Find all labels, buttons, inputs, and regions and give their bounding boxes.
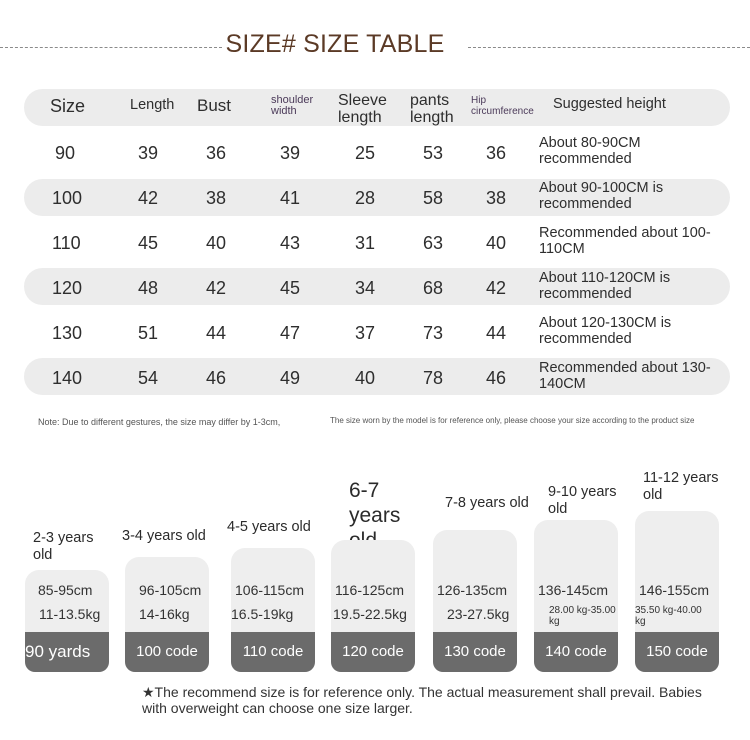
table-cell: 25 [355,143,376,163]
card-weight: 35.50 kg-40.00 kg [635,605,702,627]
card-weight: 16.5-19kg [231,606,294,622]
table-cell: 40 [486,233,507,253]
card-size-code: 120 code [331,632,415,672]
table-cell: 40 [206,233,227,253]
note-right: The size worn by the model is for reference only, please choose your size according to the product size [330,416,695,425]
suggested-height-cell: Recommended about 100-110CM [539,225,711,257]
table-cell: 38 [486,188,507,208]
footer-note: ★The recommend size is for reference only. The actual measurement shall prevail. Babies with overweight can choose one size larger. [142,684,702,716]
card-height: 146-155cm [639,582,710,598]
table-cell: 45 [138,233,159,253]
card-height: 136-145cm [538,582,609,598]
header-size: Size [50,96,86,116]
note-left: Note: Due to different gestures, the size may differ by 1-3cm, [38,417,281,427]
table-cell: 46 [206,368,227,388]
table-cell: 45 [280,278,301,298]
card-size-code: 150 code [635,632,719,672]
table-cell: 42 [138,188,159,208]
table-cell: 41 [280,188,301,208]
card-body [534,520,618,632]
header-hip-circumference: Hip circumference [471,95,534,117]
table-cell: 90 [55,143,76,163]
table-cell: 44 [486,323,507,343]
card-body [231,548,315,632]
card-body [125,557,209,632]
table-cell: 130 [52,323,83,343]
table-cell: 36 [486,143,507,163]
card-weight: 28.00 kg-35.00 kg [549,605,616,627]
title-divider-right [468,47,750,48]
header-shoulder-width: shoulder width [271,94,314,117]
card-weight: 19.5-22.5kg [333,606,407,622]
card-height: 116-125cm [335,582,405,598]
table-cell: 78 [423,368,444,388]
card-weight: 23-27.5kg [447,606,510,622]
table-cell: 28 [355,188,376,208]
table-cell: 47 [280,323,301,343]
card-age-label: 4-5 years old [227,519,311,535]
header-suggested-height: Suggested height [553,96,666,112]
table-cell: 53 [423,143,444,163]
card-age-label: 2-3 years old [33,530,94,563]
table-cell: 39 [138,143,159,163]
table-cell: 42 [486,278,507,298]
card-size-code: 100 code [125,632,209,672]
table-cell: 38 [206,188,227,208]
table-cell: 100 [52,188,83,208]
table-cell: 40 [355,368,376,388]
card-size-code: 140 code [534,632,618,672]
table-cell: 54 [138,368,159,388]
table-cell: 34 [355,278,376,298]
table-cell: 43 [280,233,301,253]
card-body [25,570,109,632]
table-cell: 42 [206,278,227,298]
card-height: 96-105cm [139,582,202,598]
card-weight: 14-16kg [139,606,190,622]
card-size-code: 110 code [231,632,315,672]
table-cell: 68 [423,278,444,298]
table-cell: 39 [280,143,301,163]
suggested-height-cell: Recommended about 130-140CM [539,360,711,392]
suggested-height-cell: About 90-100CM is recommended [539,180,664,212]
card-height: 106-115cm [235,582,305,598]
suggested-height-cell: About 120-130CM is recommended [539,315,672,347]
table-cell: 48 [138,278,159,298]
header-length: Length [130,97,175,113]
card-size-code: 130 code [433,632,517,672]
table-cell: 73 [423,323,444,343]
table-cell: 51 [138,323,159,343]
header-sleeve-length: Sleeve length [338,92,387,126]
card-age-label: 3-4 years old [122,528,206,544]
card-height: 85-95cm [38,582,93,598]
header-bust: Bust [197,96,232,115]
table-cell: 140 [52,368,83,388]
table-cell: 31 [355,233,376,253]
card-age-label: 9-10 years old [548,484,617,517]
table-cell: 44 [206,323,227,343]
table-cell: 63 [423,233,444,253]
card-age-label: 11-12 years old [643,470,719,503]
card-body [331,540,415,632]
table-cell: 49 [280,368,301,388]
table-cell: 110 [52,233,81,253]
table-cell: 58 [423,188,444,208]
header-pants-length: pants length [410,92,454,126]
suggested-height-cell: About 80-90CM recommended [539,135,641,167]
card-size-code: 90 yards [25,632,109,672]
suggested-height-cell: About 110-120CM is recommended [539,270,671,302]
table-cell: 36 [206,143,227,163]
card-age-label: 6-7 years [349,479,401,527]
table-cell: 37 [355,323,376,343]
page-title: SIZE# SIZE TABLE [225,30,445,58]
card-height: 126-135cm [437,582,508,598]
card-age-label: 7-8 years old [445,495,529,511]
table-cell: 46 [486,368,507,388]
card-body [635,511,719,632]
card-body [433,530,517,632]
table-cell: 120 [52,278,83,298]
card-weight: 11-13.5kg [39,606,101,622]
